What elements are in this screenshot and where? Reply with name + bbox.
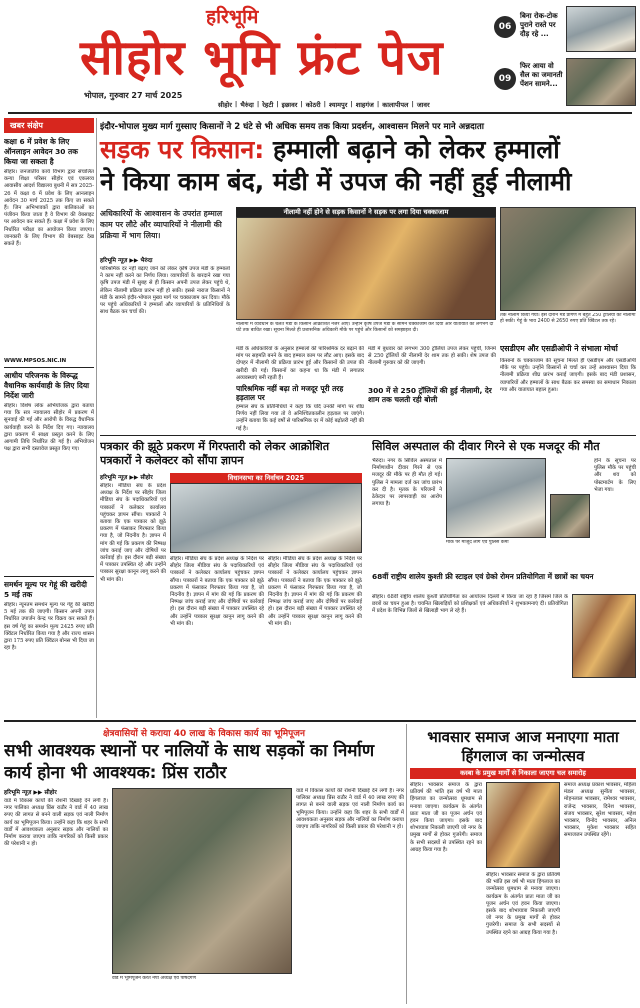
city-name: भैरुंदा xyxy=(240,101,254,109)
development-byline: हरिभूमि न्यूज़ ▶▶ सीहोर xyxy=(4,790,57,796)
bhavsar-photo xyxy=(486,782,560,868)
brief-headline: समर्थन मूल्य पर गेहूं की खरीदी 5 मई तक xyxy=(4,580,87,599)
lead-headline-line2: ने किया काम बंद, मंडी में उपज की नहीं हुई नीलामी xyxy=(100,167,572,196)
lead-byline: हरिभूमि न्यूज़ ▶▶ भैरुंदा xyxy=(100,258,153,264)
lead-headline-line1 xyxy=(100,135,636,165)
teaser-photo xyxy=(566,6,636,52)
lead-right-photo xyxy=(500,207,636,311)
teaser[interactable] xyxy=(494,56,638,108)
journalists-headline: पत्रकार की झूठे प्रकरण में गिरफ्तारी को लेकर आक्रोशित पत्रकारों ने कलेक्टर को सौंपा ज्ञापन xyxy=(100,440,330,467)
dateline: भोपाल, गुरुवार 27 मार्च 2025 xyxy=(84,91,183,100)
journalists-photo xyxy=(170,483,362,553)
journalists-byline: हरिभूमि न्यूज़ ▶▶ सीहोर xyxy=(100,475,153,481)
brief-body: सीहोर। जनजातीय कार्य विभाग द्वारा संचालित कन्या शिक्षा परिसर सीहोर एवं एकलव्य आवासीय आदर्श विद्यालय बुधनी में सत्र 2025-26 में कक्षा 6 में प्रवेश के लिए आनलाइन आवेदन 30 मार्च 2025 तक किए जा सकते हैं। जिन अभिभावकों द्वारा बालिकाओं का पंजीयन किया जाता है वे विभाग की वेबसाइट पर आवेदन कर सकते हैं। कक्षा में प्रवेश के लिए निर्धारित परीक्षा का आयोजन किया जाएगा। जानकारी के लिए विभाग की वेबसाइट देख सकते हैं। xyxy=(4,169,94,248)
development-photo-caption: वार्ड में भूमिपूजन करते नपा अध्यक्ष एवं पार्षदगण xyxy=(112,976,196,981)
city-name: श्यामपुर xyxy=(328,101,348,109)
development-story xyxy=(4,724,404,1004)
journalists-body: सीहोर। मीडिया संघ के प्रदेश अध्यक्ष के निर्देश पर सीहोर जिला मीडिया संघ के पदाधिकारियों एवं पत्रकारों ने कलेक्टर कार्यालय पहुंचकर ज्ञापन सौंपा। पत्रकारों ने बताया कि एक पत्रकार को झूठे प्रकरण में फंसाकर गिरफ्तार किया गया है, जो निंदनीय है। ज्ञापन में मांग की गई कि प्रकरण की निष्पक्ष जांच कराई जाए और दोषियों पर कार्रवाई हो। इस दौरान बड़ी संख्या में पत्रकार उपस्थित रहे और उन्होंने पत्रकार सुरक्षा कानून लागू करने की भी मांग की। xyxy=(100,483,166,583)
city-strip: सीहोर | भैरुंदा | रेहटी | इछावर | कोठरी | श्यामपुर | शाहगंज | कालापीपल | जावर xyxy=(218,100,430,109)
brief-body: सीहोर। न्यूनतम समर्थन मूल्य पर गेहूं की खरीदी 5 मई तक की जाएगी। किसान अपनी उपज निर्धारित उपार्जन केन्द्र पर विक्रय कर सकते हैं। इस वर्ष गेहूं का समर्थन मूल्य 2425 रुपए प्रति क्विंटल निर्धारित किया गया है और राज्य शासन द्वारा 175 रुपए प्रति क्विंटल बोनस भी दिया जा रहा है। xyxy=(4,602,94,652)
hospital-photo-2 xyxy=(550,494,590,538)
teaser-photo xyxy=(566,58,636,106)
lead-photo-caption: नीलामी में व्यवधान के चलते मंडी के किसान आक्रोशित नजर आए। उन्होंने कृषि उपज मंडी के सामने चक्काजाम कर दिया और यातायात को लगभग दो घंटे तक बाधित रखा। सूचना मिलते ही प्रशासनिक अधिकारी मौके पर पहुंचे और किसानों को समझाइश दी। xyxy=(236,322,494,333)
lead-right-caption: तक नीलाम किया गया। इस दौरान मंडे प्रांगण में बहुत 250 ट्रॉलियों की नीलामी हो सकी। गेहूं के भाव 2400 से 2650 रुपए प्रति क्विंटल तक रहे। xyxy=(500,313,636,324)
development-kicker: क्षेत्रवासियों से कराया 40 लाख के विकास कार्य का भूमिपूजन xyxy=(103,729,305,739)
lead-body-col2b: हम्माल संघ के प्रतिनिधियों ने कहा कि यदि उनकी मांगों पर शीघ्र निर्णय नहीं लिया गया तो वे अनिश्चितकालीन हड़ताल पर जाएंगे। उन्होंने बताया कि कई वर्षों से पारिश्रमिक दर में कोई बढ़ोतरी नहीं की गई है। xyxy=(236,404,364,432)
divider xyxy=(4,576,94,577)
page-title: सीहोर भूमि फ्रंट पेज xyxy=(80,30,444,86)
city-name: सीहोर xyxy=(218,101,232,109)
city-name: इछावर xyxy=(281,101,298,109)
news-brief-sidebar xyxy=(4,118,94,718)
brief-headline: कक्षा 6 में प्रवेश के लिए ऑनलाइन आवेदन 30 तक किया जा सकता है xyxy=(4,137,78,166)
sidebar-label: खबर संक्षेप xyxy=(4,118,94,133)
lead-photo-banner: नीलामी नहीं होने से सड़क किसानों ने सड़क पर लगा दिया चक्काजाम xyxy=(236,207,496,217)
brief-body: सीहोर। विशेष लोक अभियोजक द्वारा बताया गया कि सत्र न्यायालय सीहोर में प्रकरण में सुनवाई की गई और आरोपी के विरुद्ध वैधानिक कार्यवाही करने के निर्देश दिए गए। न्यायालय द्वारा प्रकरण में साक्ष्य प्रस्तुत करने के लिए आगामी तिथि निर्धारित की गई है। अभियोजन पक्ष द्वारा सभी दस्तावेज प्रस्तुत किए गए। xyxy=(4,403,94,453)
lead-subhead: पारिश्रमिक नहीं बढ़ा तो मजदूर पूरी तरह हड़ताल पर xyxy=(236,384,344,402)
city-name: कालापीपल xyxy=(382,101,409,109)
journalists-story xyxy=(100,440,368,680)
brand-logo: हरिभूमि xyxy=(206,6,259,28)
lead-headline-black: हम्माली बढ़ाने को लेकर हम्मालों xyxy=(264,135,560,164)
brief-link[interactable]: WWW.MPSOS.NIC.IN xyxy=(4,358,67,364)
development-headline: सभी आवश्यक स्थानों पर नालियों के साथ सड़कों का निर्माण कार्य होना भी आवश्यक: प्रिंस राठौर xyxy=(4,741,375,783)
city-name: कोठरी xyxy=(305,101,321,109)
hospital-headline: सिविल अस्पताल की दीवार गिरने से एक मजदूर की मौत xyxy=(372,440,600,453)
lead-headline-red: सड़क पर किसान: xyxy=(100,135,265,164)
lead-body-col3: मंडी में बुधवार को लगभग 300 ट्रॉलियां उपज लेकर पहुंचीं, जिनमें से 250 ट्रॉलियों की नीलामी देर शाम तक हो सकी। शेष उपज की नीलामी गुरुवार को की जाएगी। xyxy=(368,346,496,367)
lead-body-col1: पारिश्रमिक दर नहीं बढ़ाए जाने को लेकर कृषि उपज मंडी के हम्मालों ने काम नहीं करने का निर्णय लिया। व्यापारियों के बारदाने रखा गया कृषि उपज मंडी में सुबह से ही किसान अपनी उपज लेकर पहुंचे थे, लेकिन नीलामी प्रक्रिया प्रारंभ नहीं हो सकी। इससे नाराज किसानों ने मंडी के सामने इंदौर-भोपाल मुख्य मार्ग पर चक्काजाम कर दिया। मौके पर पहुंचे अधिकारियों ने हम्मालों और व्यापारियों के प्रतिनिधियों के साथ बैठक कर चर्चा की। xyxy=(100,266,230,316)
city-name: रेहटी xyxy=(262,101,274,109)
lead-right-body: किसानों के चक्काजाम की सूचना मिलते ही एसडीएम और एसडीओपी मौके पर पहुंचे। उन्होंने किसानों से चर्चा कर उन्हें आश्वासन दिया कि नीलामी प्रक्रिया शीघ्र प्रारंभ कराई जाएगी। इसके बाद मंडी प्रशासन, व्यापारियों और हम्मालों के साथ बैठक कर समस्या का समाधान निकाला गया और यातायात बहाल हुआ। xyxy=(500,358,636,393)
teaser-text: बिना रोक-टोक पुराने रास्ते पर दौड़ रहे ... xyxy=(520,12,558,38)
hospital-photo xyxy=(446,458,546,538)
bhavsar-headline: भावसार समाज आज मनाएगा माता हिंगलाज का जन्मोत्सव xyxy=(427,728,619,765)
hospital-story xyxy=(372,440,636,570)
lead-kicker: इंदौर-भोपाल मुख्य मार्ग गुस्साए किसानों ने 2 घंटे से भी अधिक समय तक किया प्रदर्शन, आश्वासन मिलने पर माने अन्नदाता xyxy=(100,122,485,132)
teaser[interactable] xyxy=(494,4,638,54)
brief-headline: आधीय परिजनक के विरूद्ध वैधानिक कार्यवाही के लिए दिया निर्देश जारी xyxy=(4,371,90,400)
sidebar-divider xyxy=(96,118,97,718)
bhavsar-story xyxy=(410,724,636,1004)
development-body: वार्ड में विकास कार्यों की रोशनी दिखाई देने लगी है। नगर पालिका अध्यक्ष प्रिंस राठौर ने वार्ड में 40 लाख रुपए की लागत से बनने वाली सड़क एवं नाली निर्माण कार्य का भूमिपूजन किया। उन्होंने कहा कि शहर के सभी वार्डों में आवश्यकता अनुसार सड़क और नालियों का निर्माण कराया जाएगा ताकि नागरिकों को किसी प्रकार की परेशानी न हो। xyxy=(4,798,108,848)
hospital-body: भैरुंदा। नगर के सिविल अस्पताल में निर्माणाधीन दीवार गिरने से एक मजदूर की मौके पर ही मौत हो गई। पुलिस ने मामला दर्ज कर जांच प्रारंभ कर दी है। मृतक के परिजनों ने ठेकेदार पर लापरवाही का आरोप लगाया है। xyxy=(372,458,442,508)
journalists-body-col2: सीहोर। मीडिया संघ के प्रदेश अध्यक्ष के निर्देश पर सीहोर जिला मीडिया संघ के पदाधिकारियों एवं पत्रकारों ने कलेक्टर कार्यालय पहुंचकर ज्ञापन सौंपा। पत्रकारों ने बताया कि एक पत्रकार को झूठे प्रकरण में फंसाकर गिरफ्तार किया गया है, जो निंदनीय है। ज्ञापन में मांग की गई कि प्रकरण की निष्पक्ष जांच कराई जाए और दोषियों पर कार्रवाई हो। इस दौरान बड़ी संख्या में पत्रकार उपस्थित रहे और उन्होंने पत्रकार सुरक्षा कानून लागू करने की भी मांग की। xyxy=(170,556,264,627)
masthead-rule xyxy=(8,112,632,114)
city-name: शाहगंज xyxy=(355,101,374,109)
section-rule xyxy=(4,720,636,722)
masthead xyxy=(0,0,640,112)
lead-right-subhead: एसडीएम और एसडीओपी ने संभाला मोर्चा xyxy=(500,344,618,353)
city-name: जावर xyxy=(416,101,430,109)
hospital-photo-caption: मौके पर मौजूद लोग एवं पुलिस कर्मी xyxy=(446,540,509,545)
lead-deck: अधिकारियों के आश्वासन के उपरांत हम्माल काम पर लौटे और व्यापारियों ने नीलामी की प्रक्रिया में भाग लिया। xyxy=(100,209,223,240)
wrestling-body: सीहोर। 68वीं राष्ट्रीय शालेय कुश्ती प्रतियोगिता का आयोजन दिल्ली में किया जा रहा है जिसमें जिले के छात्रों का चयन हुआ है। चयनित खिलाड़ियों को प्रशिक्षकों एवं अधिकारियों ने शुभकामनाएं दीं। प्रतियोगिता में प्रदेश के विभिन्न जिलों से खिलाड़ी भाग ले रहे हैं। xyxy=(372,594,568,615)
hospital-side-body: होने के सूचना पर पुलिस मौके पर पहुंची और शव को पोस्टमार्टम के लिए भेजा गया। xyxy=(594,458,636,493)
divider xyxy=(4,367,94,368)
section-divider xyxy=(406,724,407,1004)
bhavsar-body: सीहोर। भावसार समाज के द्वारा प्रतिवर्ष की भांति इस वर्ष भी माता हिंगलाज का जन्मोत्सव धूमधाम से मनाया जाएगा। कार्यक्रम के अंतर्गत प्रातः माता जी का पूजन अर्चन एवं हवन किया जाएगा। इसके बाद शोभायात्रा निकाली जाएगी जो नगर के प्रमुख मार्गों से होकर गुजरेगी। समाज के सभी सदस्यों से उपस्थित रहने का आग्रह किया गया है। xyxy=(410,782,482,853)
bhavsar-list: समाज अध्यक्ष प्रकाश भावसार, महिला मंडल अध्यक्ष सुनीता भावसार, मोहनलाल भावसार, रामेश्वर भावसार, राजेन्द्र भावसार, दिनेश भावसार, संजय भावसार, सुरेश भावसार, महेश भावसार, विनोद भावसार, अनिल भावसार, मुकेश भावसार सहित समाजजन उपस्थित रहेंगे। xyxy=(564,782,636,839)
wrestling-story xyxy=(372,572,636,682)
lead-body-col2: मंडी के अधिकारियों के अनुसार हम्मालों की पारिश्रमिक दर बढ़ाने की मांग पर सहमति बनने के बाद हम्माल काम पर लौट आए। इसके बाद दोपहर में नीलामी की प्रक्रिया प्रारंभ हुई और किसानों की उपज की खरीदी की गई। किसानों का कहना था कि मंडी में लगातार अव्यवस्थाएं बनी रहती हैं। xyxy=(236,346,364,381)
teaser-page-number: 09 xyxy=(494,68,516,90)
development-body-col2: वार्ड में विकास कार्यों की रोशनी दिखाई देने लगी है। नगर पालिका अध्यक्ष प्रिंस राठौर ने वार्ड में 40 लाख रुपए की लागत से बनने वाली सड़क एवं नाली निर्माण कार्य का भूमिपूजन किया। उन्होंने कहा कि शहर के सभी वार्डों में आवश्यकता अनुसार सड़क और नालियों का निर्माण कराया जाएगा ताकि नागरिकों को किसी प्रकार की परेशानी न हो। xyxy=(296,788,404,831)
development-photo xyxy=(112,788,292,974)
teaser-text: फिर आया वो सैल का जमानती पेंशन सामने... xyxy=(520,62,563,88)
lead-photo xyxy=(236,217,496,320)
journalists-photo-banner: विधानसभा का निर्वाचन 2025 xyxy=(170,473,362,483)
lead-subhead: 300 में से 250 ट्रॉलियों की हुई नीलामी, देर शाम तक चलती रही बोली xyxy=(368,386,492,404)
bhavsar-banner: कस्बा के प्रमुख मार्गों से निकाला जाएगा चल समारोह xyxy=(410,768,636,779)
bhavsar-body-col2: सीहोर। भावसार समाज के द्वारा प्रतिवर्ष की भांति इस वर्ष भी माता हिंगलाज का जन्मोत्सव धूमधाम से मनाया जाएगा। कार्यक्रम के अंतर्गत प्रातः माता जी का पूजन अर्चन एवं हवन किया जाएगा। इसके बाद शोभायात्रा निकाली जाएगी जो नगर के प्रमुख मार्गों से होकर गुजरेगी। समाज के सभी सदस्यों से उपस्थित रहने का आग्रह किया गया है। xyxy=(486,872,560,936)
journalists-body-col3: सीहोर। मीडिया संघ के प्रदेश अध्यक्ष के निर्देश पर सीहोर जिला मीडिया संघ के पदाधिकारियों एवं पत्रकारों ने कलेक्टर कार्यालय पहुंचकर ज्ञापन सौंपा। पत्रकारों ने बताया कि एक पत्रकार को झूठे प्रकरण में फंसाकर गिरफ्तार किया गया है, जो निंदनीय है। ज्ञापन में मांग की गई कि प्रकरण की निष्पक्ष जांच कराई जाए और दोषियों पर कार्रवाई हो। इस दौरान बड़ी संख्या में पत्रकार उपस्थित रहे और उन्होंने पत्रकार सुरक्षा कानून लागू करने की भी मांग की। xyxy=(268,556,362,627)
section-rule xyxy=(100,435,636,436)
teaser-page-number: 06 xyxy=(494,16,516,38)
wrestling-photo xyxy=(572,594,636,678)
wrestling-headline: 68वीं राष्ट्रीय शालेय कुश्ती फ्री स्टाइल एवं ग्रेको रोमन प्रतियोगिता में छात्रों का चयन xyxy=(372,572,594,581)
